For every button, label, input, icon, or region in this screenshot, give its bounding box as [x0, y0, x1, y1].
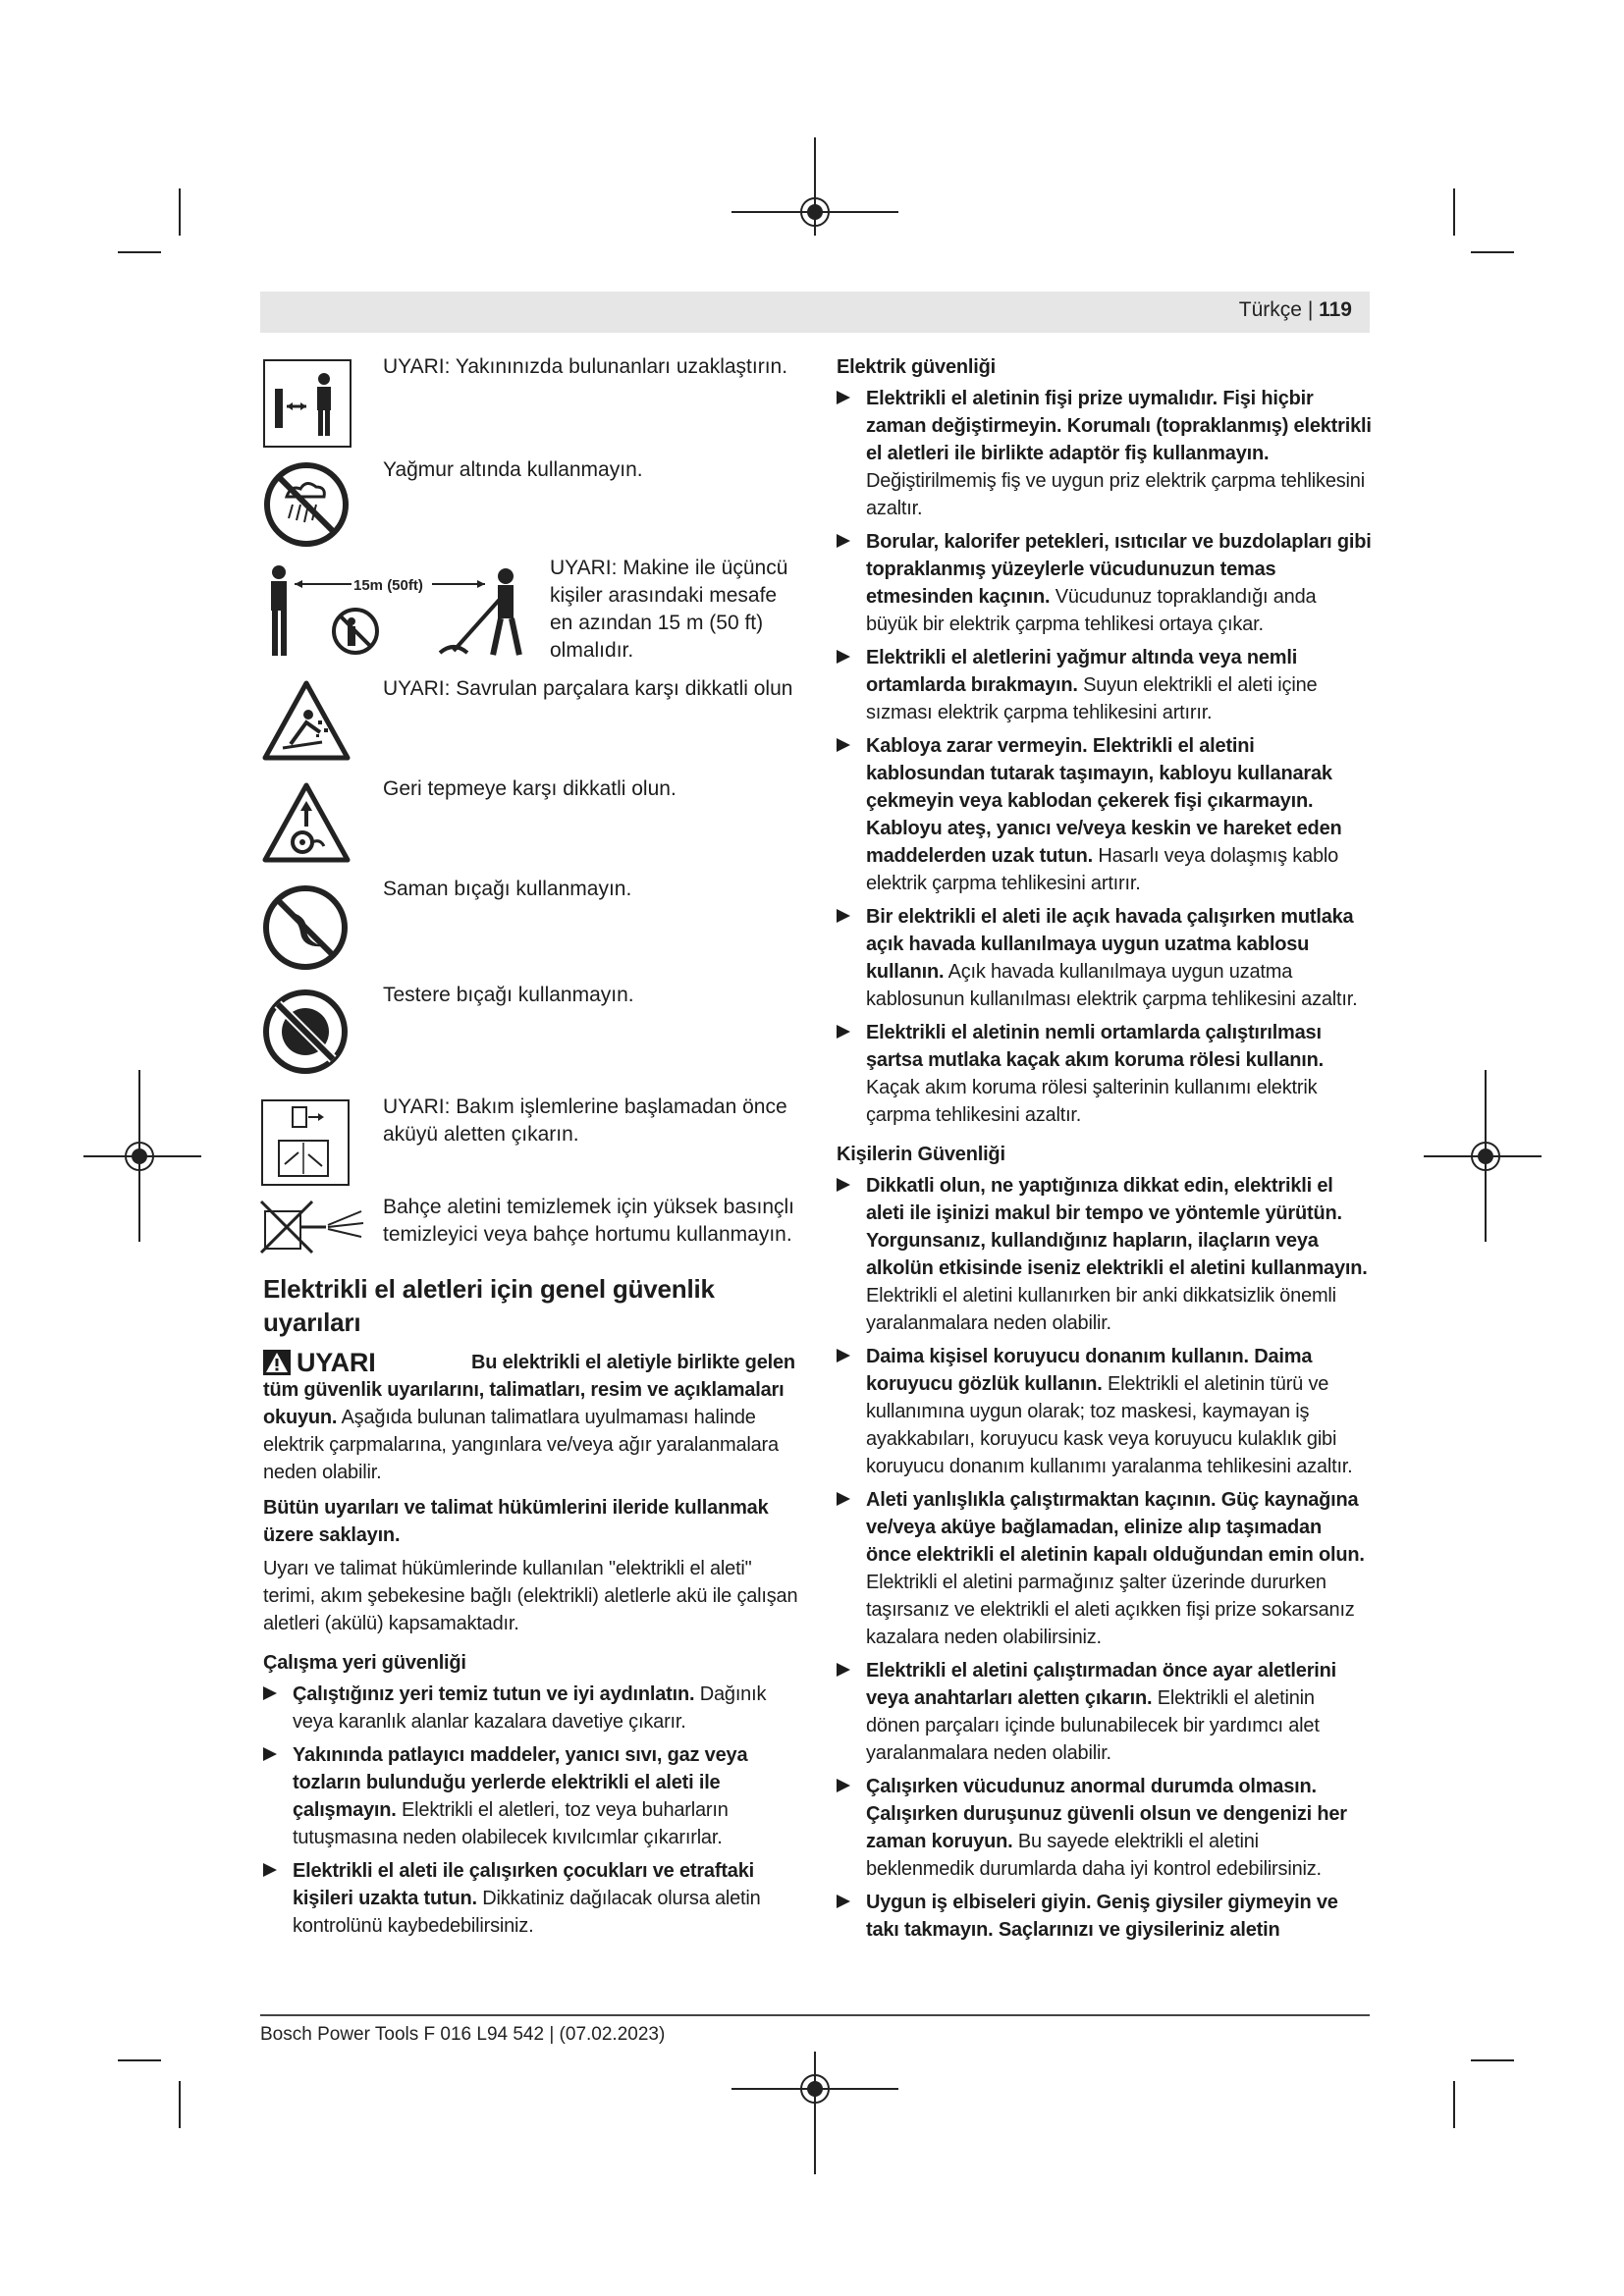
- left-column-text: [263, 1272, 801, 1940]
- item-bold: Kabloya zarar vermeyin. Elektrikli el aletini kablosundan tutarak taşımayın, kabloyu kullanarak çekmeyin veya kablodan çekerek fişi çıkarmayın. Kabloyu ateş, yanıcı ve/veya keskin ve hareket eden maddelerden uzak tutun.: [866, 735, 1342, 867]
- list-item: [837, 644, 1372, 726]
- item-text: Hasarlı veya dolaşmış kablo elektrik çarpma tehlikesini artırır.: [866, 845, 1339, 894]
- crop-mark: [118, 2059, 161, 2061]
- page-number: 119: [1319, 298, 1352, 321]
- personal-title: Kişilerin Güvenliği: [837, 1144, 1005, 1165]
- warning-bold-text: Bu elektrikli el aletiyle birlikte gelen tüm güvenlik uyarılarını, talimatları, resim ve açıklamaları okuyun.: [263, 1352, 795, 1428]
- list-item: [837, 732, 1372, 897]
- section-title: Elektrikli el aletleri için genel güvenlik uyarıları: [263, 1274, 715, 1337]
- item-bold: Borular, kalorifer petekleri, ısıtıcılar ve buzdolapları gibi topraklanmış yüzeylerle vücudunuzun temas etmesinden kaçının.: [866, 531, 1372, 608]
- warning-block: [263, 1349, 801, 1486]
- item-bold: Daima kişisel koruyucu donanım kullanın. Daima koruyucu gözlük kullanın.: [866, 1346, 1313, 1395]
- item-text: Dağınık veya karanlık alanlar kazalara davetiye çıkarır.: [293, 1683, 767, 1733]
- item-bold: Elektrikli el aletini çalıştırmadan önce ayar aletlerini veya anahtarları aletten çıkarın.: [866, 1660, 1337, 1709]
- item-bold: Elektrikli el aletinin fişi prize uymalıdır. Fişi hiçbir zaman değiştirmeyin. Korumalı (topraklanmış) elektrikli el aletleri ile birlikte adaptör fiş kullanmayın.: [866, 388, 1372, 464]
- work-area-title: Çalışma yeri güvenliği: [263, 1652, 466, 1674]
- warning-triangle-icon: [263, 1350, 291, 1375]
- item-bold: Elektrikli el aleti ile çalışırken çocukları ve etraftaki kişileri uzakta tutun.: [293, 1860, 754, 1909]
- personal-list: [837, 1172, 1372, 1944]
- item-text: Elektrikli el aletleri, toz veya buharların tutuşmasına neden olabilecek kıvılcımlar çıkarırlar.: [293, 1799, 729, 1848]
- item-text: Bu sayede elektrikli el aletini beklenmedik durumlarda daha iyi kontrol edebilirsiniz.: [866, 1831, 1322, 1880]
- item-text: Kaçak akım koruma rölesi şalterinin kullanımı elektrik çarpma tehlikesini azaltır.: [866, 1077, 1318, 1126]
- no-rain-icon: [263, 461, 350, 548]
- electrical-list: [837, 385, 1372, 1129]
- crop-mark: [179, 188, 181, 236]
- item-text: Elektrikli el aletinin dönen parçaları içinde bulunabilecek bir yardımcı alet yaralanmalara neden olabilir.: [866, 1687, 1320, 1764]
- remove-battery-icon: [261, 1099, 350, 1186]
- item-text: Değiştirilmemiş fiş ve uygun priz elektrik çarpma tehlikesini azaltır.: [866, 470, 1365, 519]
- item-bold: Bir elektrikli el aleti ile açık havada çalışırken mutlaka açık havada kullanılmaya uygun uzatma kablosu kullanın.: [866, 906, 1354, 983]
- no-saw-blade-icon: [261, 988, 350, 1076]
- item-text: Elektrikli el aletini parmağınız şalter üzerinde dururken taşırsanız ve elektrikli el aleti açıkken fişi prize sokarsanız kazalara neden olabilirsiniz.: [866, 1572, 1355, 1648]
- list-item: [837, 1657, 1372, 1767]
- registration-mark-icon: [83, 1070, 201, 1247]
- no-pressure-washer-icon: [259, 1198, 367, 1255]
- item-text: Vücudunuz topraklandığı anda büyük bir elektrik çarpma tehlikesi ortaya çıkar.: [866, 586, 1317, 635]
- item-text: Elektrikli el aletinin türü ve kullanımına uygun olarak; toz maskesi, kaymayan iş ayakkabıları, koruyucu kask veya koruyucu kulaklık gibi koruyucu donanım kullanımı yaralanma tehlikesini azaltır.: [866, 1373, 1353, 1477]
- header-language: Türkçe: [1238, 298, 1302, 321]
- icon-caption: Bahçe aletini temizlemek için yüksek basınçlı temizleyici veya bahçe hortumu kullanmayın.: [383, 1196, 795, 1246]
- item-text: Elektrikli el aletini kullanırken bir anki dikkatsizlik önemli yaralanmalara neden olabilir.: [866, 1285, 1336, 1334]
- item-bold: Aleti yanlışlıkla çalıştırmaktan kaçının. Güç kaynağına ve/veya aküye bağlamadan, elinize alıp taşımadan önce elektrikli el aletinin kapalı olduğundan emin olun.: [866, 1489, 1365, 1566]
- warning-label: [263, 1349, 376, 1383]
- warning-word: UYARI: [297, 1348, 376, 1377]
- item-text: Açık havada kullanılmaya uygun uzatma kablosunun kullanılması elektrik çarpma tehlikesini azaltır.: [866, 961, 1358, 1010]
- flying-debris-icon: [261, 679, 352, 762]
- icon-caption: Saman bıçağı kullanmayın.: [383, 878, 632, 900]
- item-bold: Çalıştığınız yeri temiz tutun ve iyi aydınlatın.: [293, 1683, 695, 1705]
- crop-mark: [118, 251, 161, 253]
- keep-distance-icon: [263, 359, 352, 448]
- crop-mark: [179, 2081, 181, 2128]
- right-column-text: [837, 353, 1372, 1944]
- list-item: [837, 1343, 1372, 1480]
- list-item: [837, 1486, 1372, 1651]
- list-item: [837, 1889, 1372, 1944]
- icon-caption: Testere bıçağı kullanmayın.: [383, 984, 634, 1006]
- list-item: [837, 1773, 1372, 1883]
- electrical-title: Elektrik güvenliği: [837, 356, 997, 378]
- list-item: [837, 528, 1372, 638]
- registration-mark-icon: [1424, 1070, 1542, 1247]
- page-header: [260, 292, 1370, 333]
- icon-caption: Geri tepmeye karşı dikkatli olun.: [383, 777, 677, 800]
- item-text: Suyun elektrikli el aleti içine sızması elektrik çarpma tehlikesini artırır.: [866, 674, 1318, 723]
- icon-caption: UYARI: Savrulan parçalara karşı dikkatli olun: [383, 677, 793, 700]
- item-bold: Elektrikli el aletlerini yağmur altında veya nemli ortamlarda bırakmayın.: [866, 647, 1298, 696]
- page-footer: Bosch Power Tools F 016 L94 542 | (07.02.2023): [260, 2024, 666, 2045]
- item-bold: Dikkatli olun, ne yaptığınıza dikkat edin, elektrikli el aleti ile işinizi makul bir tempo ve yöntemle yürütün. Yorgunsanız, kullandığınız hapların, ilaçların veya alkolün etkisinde iseniz elektrikli el aletini kullanmayın.: [866, 1175, 1368, 1279]
- list-item: [263, 1741, 801, 1851]
- distance-15m-icon: [257, 555, 542, 663]
- list-item: [837, 385, 1372, 522]
- item-text: Dikkatiniz dağılacak olursa aletin kontrolünü kaybedebilirsiniz.: [293, 1888, 761, 1937]
- item-bold: Elektrikli el aletinin nemli ortamlarda çalıştırılması şartsa mutlaka kaçak akım koruma rölesi kullanın.: [866, 1022, 1324, 1071]
- item-bold: Çalışırken vücudunuz anormal durumda olmasın. Çalışırken duruşunuz güvenli olsun ve dengenizi her zaman koruyun.: [866, 1776, 1347, 1852]
- footer-rule: [260, 2014, 1370, 2016]
- list-item: [263, 1681, 801, 1735]
- list-item: [263, 1857, 801, 1940]
- item-bold: Uygun iş elbiseleri giyin. Geniş giysiler giymeyin ve takı takmayın. Saçlarınızı ve giysileriniz aletin: [866, 1892, 1338, 1941]
- icon-caption: UYARI: Yakınınızda bulunanları uzaklaştırın.: [383, 355, 788, 378]
- list-item: [837, 1172, 1372, 1337]
- work-area-list: [263, 1681, 801, 1940]
- warning-body-text: Aşağıda bulunan talimatlara uyulmaması halinde elektrik çarpmalarına, yangınlara ve/veya ağır yaralanmalara neden olabilir.: [263, 1407, 779, 1483]
- kickback-icon: [261, 781, 352, 864]
- registration-mark-icon: [727, 137, 903, 255]
- icon-caption: UYARI: Makine ile üçüncü kişiler arasındaki mesafe en azından 15 m (50 ft) olmalıdır.: [550, 557, 788, 662]
- icon-caption: Yağmur altında kullanmayın.: [383, 458, 643, 481]
- definition-text: Uyarı ve talimat hükümlerinde kullanılan "elektrikli el aleti" terimi, akım şebekesine bağlı (elektrikli) aletlerle akü ile çalışan aletleri (akülü) kapsamaktadır.: [263, 1558, 798, 1634]
- icon-caption: UYARI: Bakım işlemlerine başlamadan önce aküyü aletten çıkarın.: [383, 1095, 787, 1146]
- no-straw-blade-icon: [261, 883, 350, 972]
- keep-instructions-text: Bütün uyarıları ve talimat hükümlerini ileride kullanmak üzere saklayın.: [263, 1497, 769, 1546]
- crop-mark: [1471, 251, 1514, 253]
- crop-mark: [1453, 188, 1455, 236]
- registration-mark-icon: [727, 2052, 903, 2179]
- crop-mark: [1453, 2081, 1455, 2128]
- list-item: [837, 903, 1372, 1013]
- header-label: Türkçe | 119: [1238, 298, 1352, 321]
- distance-label: 15m (50ft): [353, 577, 423, 594]
- crop-mark: [1471, 2059, 1514, 2061]
- list-item: [837, 1019, 1372, 1129]
- item-bold: Yakınında patlayıcı maddeler, yanıcı sıvı, gaz veya tozların bulunduğu yerlerde elektrikli el aleti ile çalışmayın.: [293, 1744, 748, 1821]
